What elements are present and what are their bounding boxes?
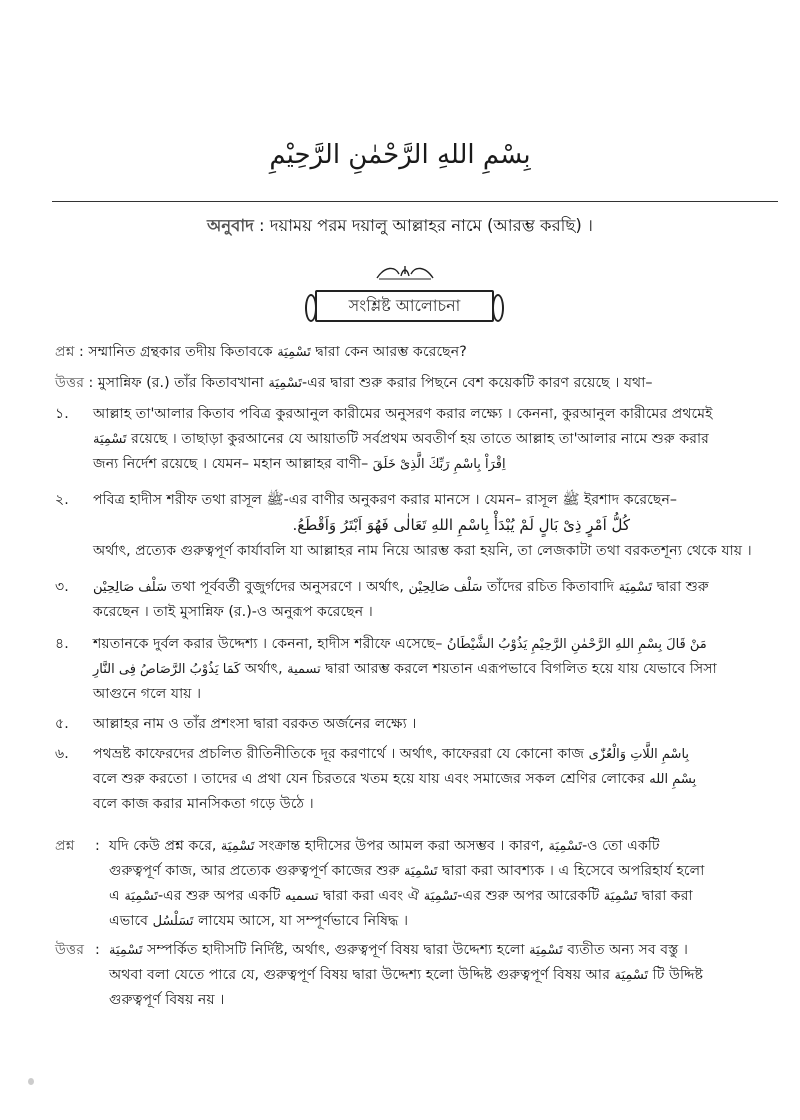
item-line: করেছেন । তাই মুসান্নিফ (র.)-ও অনুরূপ করেছেন ।: [93, 604, 373, 620]
intro-question: [55, 340, 780, 365]
flourish-ornament-icon: [375, 264, 435, 280]
list-item-4: [55, 632, 780, 707]
header-divider: [52, 201, 778, 202]
item-line: বলে কাজ করার মানসিকতা গড়ে উঠে ।: [93, 796, 314, 812]
item-text: পথভ্রষ্ট কাফেরদের প্রচলিত রীতিনীতিকে দূর করণার্থে । অর্থাৎ, কাফেররা যে কোনো কাজ: [93, 746, 589, 762]
colon: :: [95, 838, 100, 854]
q-text: -এর শুরু অপর আরেকটি: [457, 888, 604, 904]
item-line: [93, 742, 780, 767]
question-label: প্রশ্ন: [55, 344, 75, 360]
a-text: সম্পর্কিত হাদীসটি নির্দিষ্ট, অর্থাৎ, গুরুত্বপূর্ণ বিষয় দ্বারা উদ্দেশ্য হলো: [142, 942, 530, 958]
a-text: অথবা বলা যেতে পারে যে, গুরুত্বপূর্ণ বিষয় দ্বারা উদ্দেশ্য হলো উদ্দিষ্ট গুরুত্বপূর্ণ বিষয় আর: [109, 967, 615, 983]
item-text: বলে শুরু করতো । তাদের এ প্রথা যেন চিরতরে খতম হয়ে যায় এবং সমাজের সকল শ্রেণির লোকের: [93, 771, 650, 787]
q-line: [109, 884, 704, 909]
q-text: দ্বারা করা এবং ঐ: [318, 888, 424, 904]
item-line: আল্লাহ তা'আলার কিতাব পবিত্র কুরআনুল কারীমের অনুসরণ করার লক্ষ্যে । কেননা, কুরআনুল কারীমের প্রথমেই: [93, 406, 713, 422]
a-line: [109, 938, 703, 963]
section-heading: সংশ্লিষ্ট আলোচনা: [348, 296, 461, 315]
q-text: দ্বারা করা: [637, 888, 693, 904]
q-text: যদি কেউ প্রশ্ন করে,: [109, 838, 221, 854]
item-text: তথা পূর্ববর্তী বুজুর্গদের অনুসরণে । অর্থাৎ,: [166, 579, 409, 595]
item-line: অর্থাৎ, প্রত্যেক গুরুত্বপূর্ণ কার্যাবলি যা আল্লাহর নাম নিয়ে আরম্ভ করা হয়নি, তা লেজকাটা তথা বরকতশূন্য থেকে যায় ।: [93, 543, 752, 559]
item-line: [93, 767, 780, 792]
answer-text: -এর দ্বারা শুরু করার পিছনে বেশ কয়েকটি কারণ রয়েছে । যথা–: [301, 375, 653, 391]
arabic-hadith: كَمَا يَذُوْبُ الرَّصَاصُ فِى النَّارِ: [93, 662, 241, 677]
translation-line: [0, 213, 800, 240]
arabic-term: تَسْمِيَة: [614, 968, 649, 983]
arabic-term: تَسْمِيَة: [109, 943, 143, 958]
arabic-term: تَسَلْسُل: [152, 914, 194, 929]
item-line: আগুনে গলে যায় ।: [93, 686, 202, 702]
item-line: [93, 513, 780, 539]
arabic-term: تسميه: [285, 889, 319, 904]
item-number: ৪.: [55, 636, 69, 652]
q-line: [109, 859, 704, 884]
arabic-term: تَسْمِيَة: [404, 864, 438, 879]
arabic-term: تَسْمِيَة: [618, 580, 653, 595]
item-number: ৬.: [55, 746, 69, 762]
scroll-cap-right-icon: [492, 294, 504, 322]
item-number: ১.: [55, 406, 69, 422]
arabic-term: تسمية: [287, 662, 321, 677]
item-number: ৩.: [55, 579, 69, 595]
item-text: অর্থাৎ,: [240, 661, 288, 677]
arabic-term: بِسْمِ الله: [649, 772, 697, 787]
answer-text: : মুসান্নিফ (র.) তাঁর কিতাবখানা: [84, 375, 269, 391]
q-text: লাযেম আসে, যা সম্পূর্ণভাবে নিষিদ্ধ ।: [193, 913, 409, 929]
item-number: ২.: [55, 492, 69, 508]
q-text: -এর শুরু অপর একটি: [157, 888, 286, 904]
arabic-term: تَسْمِيَة: [220, 839, 255, 854]
bismillah-heading: بِسْمِ اللهِ الرَّحْمٰنِ الرَّحِيْمِ: [269, 140, 531, 170]
q-text: এভাবে: [109, 913, 153, 929]
q-text: দ্বারা করা আবশ্যক । এ হিসেবে অপরিহার্য হলো: [437, 863, 705, 879]
question-2: [55, 834, 780, 934]
arabic-verse: اِقْرَاْ بِاسْمِ رَبِّكَ الَّذِىْ خَلَقَ: [372, 457, 506, 472]
answer-label: উত্তর: [55, 375, 85, 391]
q-text: -ও তো একটি: [582, 838, 660, 854]
scroll-cap-left-icon: [305, 294, 317, 322]
q-text: এ: [109, 888, 125, 904]
arabic-term: تَسْمِيَة: [124, 889, 158, 904]
a-line: [109, 963, 703, 988]
question-label: প্রশ্ন: [55, 838, 75, 854]
list-item-1: [55, 402, 780, 477]
item-line: আল্লাহর নাম ও তাঁর প্রশংসা দ্বারা বরকত অর্জনের লক্ষ্যে ।: [93, 716, 417, 732]
question-text: : সম্মানিত গ্রন্থকার তদীয় কিতাবকে: [74, 344, 278, 360]
intro-answer: [55, 371, 780, 396]
answer-2: [55, 938, 780, 1013]
a-text: টি উদ্দিষ্ট: [648, 967, 704, 983]
arabic-term: تَسْمِيَة: [548, 839, 583, 854]
a-text: ব্যতীত অন্য সব বস্তু ।: [562, 942, 688, 958]
item-line: [93, 632, 780, 657]
item-line: [93, 427, 780, 452]
arabic-term: تَسْمِيَة: [268, 376, 302, 391]
a-line: গুরুত্বপূর্ণ বিষয় নয় ।: [109, 992, 225, 1008]
arabic-term: تَسْمِيَة: [277, 345, 311, 360]
q-line: [109, 909, 704, 934]
list-item-6: [55, 742, 780, 817]
arabic-term: تَسْمِيَة: [93, 432, 127, 447]
question-text: দ্বারা কেন আরম্ভ করেছেন?: [310, 344, 467, 360]
item-text: জন্য নির্দেশ রয়েছে । যেমন– মহান আল্লাহর বাণী–: [93, 456, 373, 472]
translation-label: অনুবাদ: [207, 216, 254, 235]
answer-label: উত্তর: [55, 942, 85, 958]
arabic-term: سَلْف صَالِحِيْن: [93, 580, 167, 595]
translation-text: দয়াময় পরম দয়ালু আল্লাহর নামে (আরম্ভ করছি) ।: [269, 216, 593, 235]
arabic-hadith: كُلُّ اَمْرٍ ذِىْ بَالٍ لَمْ يُبْدَأْ بِاسْمِ اللهِ تَعَالٰى فَهُوَ اَبْتَرُ وَاَقْطَعُ.: [292, 516, 630, 534]
colon: :: [95, 942, 100, 958]
item-text: রয়েছে । তাছাড়া কুরআনের যে আয়াতটি সর্বপ্রথম অবতীর্ণ হয় তাতে আল্লাহ তা'আলার নামে শুরু করার: [126, 431, 709, 447]
arabic-term: سَلْف صَالِحِيْن: [408, 580, 483, 595]
arabic-hadith: مَنْ قَالَ بِسْمِ اللهِ الرَّحْمٰنِ الرَّحِيْمِ يَذُوْبُ الشَّيْطَانُ: [446, 637, 707, 652]
arabic-term: تَسْمِيَة: [423, 889, 458, 904]
list-item-5: [55, 712, 780, 737]
scan-speck: [28, 1078, 34, 1085]
list-item-3: [55, 575, 780, 625]
arabic-term: بِاسْمِ اللَّاتِ وَالْعُزّٰى: [588, 747, 690, 762]
translation-sep: :: [253, 216, 270, 235]
q-text: গুরুত্বপূর্ণ কাজ, আর প্রত্যেক গুরুত্বপূর্ণ কাজের শুরু: [109, 863, 405, 879]
item-text: দ্বারা আরম্ভ করলে শয়তান এরূপভাবে বিগলিত হয়ে যায় যেভাবে সিসা: [320, 661, 717, 677]
q-text: সংক্রান্ত হাদীসের উপর আমল করা অসম্ভব । কারণ,: [254, 838, 549, 854]
q-line: [109, 834, 704, 859]
section-heading-box: [315, 290, 494, 322]
item-text: শয়তানকে দুর্বল করার উদ্দেশ্য । কেননা, হাদীস শরীফে এসেছে–: [93, 636, 447, 652]
item-text: দ্বারা শুরু: [652, 579, 709, 595]
item-text: তাঁদের রচিত কিতাবাদি: [482, 579, 619, 595]
item-number: ৫.: [55, 716, 69, 732]
item-line: [93, 657, 780, 682]
item-line: পবিত্র হাদীস শরীফ তথা রাসূল ﷺ-এর বাণীর অনুকরণ করার মানসে । যেমন– রাসূল ﷺ ইরশাদ করেছেন–: [93, 492, 678, 508]
arabic-term: تَسْمِيَة: [529, 943, 563, 958]
list-item-2: [55, 488, 780, 564]
arabic-term: تَسْمِيَة: [603, 889, 638, 904]
item-line: [93, 575, 780, 600]
item-line: [93, 452, 780, 477]
intro-qa: [55, 340, 780, 396]
